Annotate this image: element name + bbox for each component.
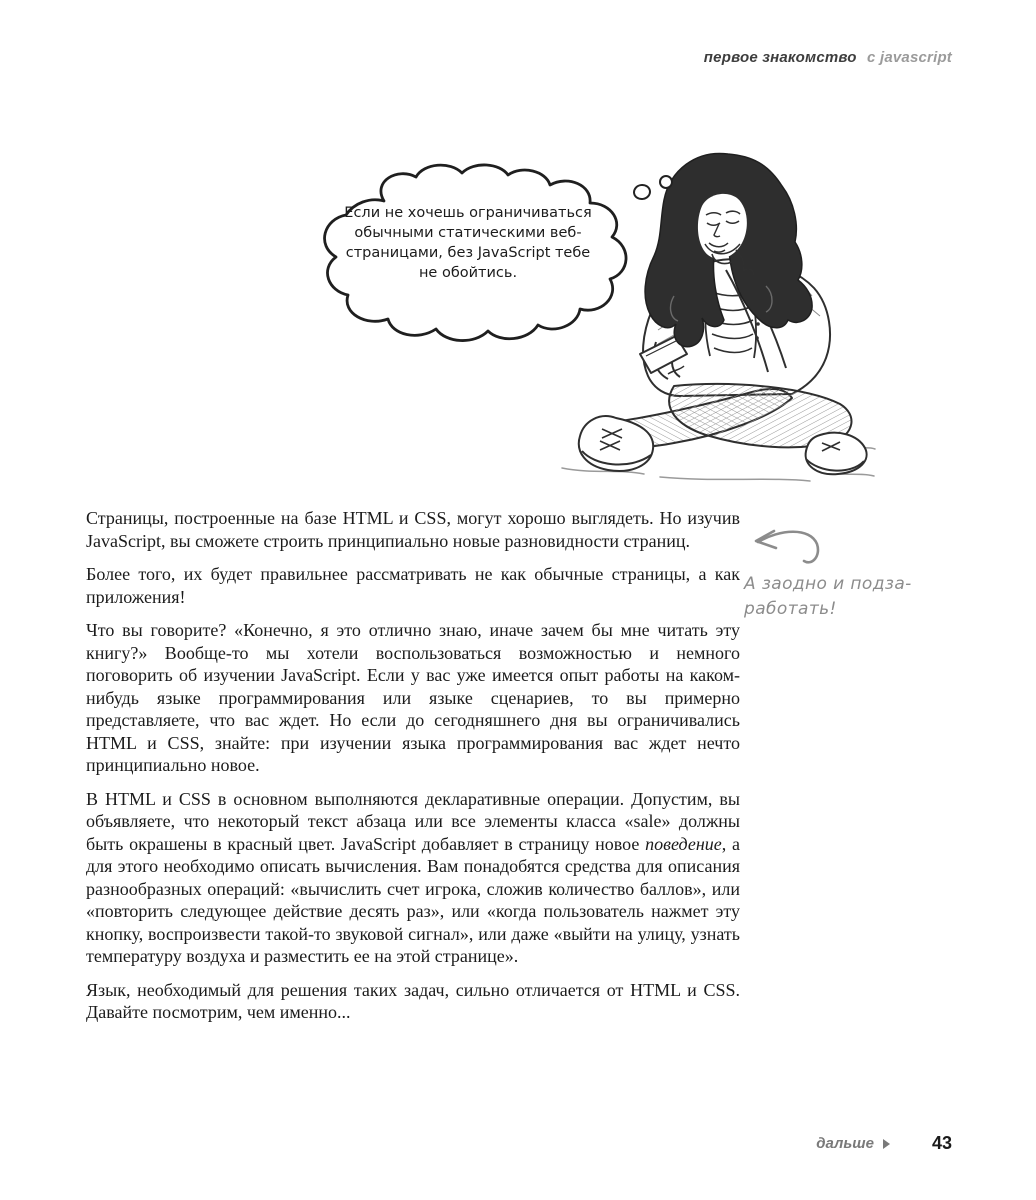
bubble-line: страницами, без JavaScript тебе: [345, 245, 591, 261]
bubble-line: Если не хочешь ограничиваться: [344, 205, 592, 221]
page-header: [704, 49, 952, 66]
margin-note-line: работать!: [744, 599, 837, 619]
next-arrow-icon: [883, 1139, 890, 1149]
chapter-title-light: с javascript: [867, 49, 952, 66]
bubble-line: обычными статическими веб-: [354, 225, 582, 241]
paragraph: Что вы говорите? «Конечно, я это отлично знаю, иначе зачем бы мне читать эту книгу?» Вообще-то мы хотели воспользоваться возможностью и немного поговорить об изучении JavaScript. Если у вас уже имеется опыт работы на каком-нибудь языке программирования или языке сценариев, то вы примерно представляете, что вас ждет. Но если до сегодняшнего дня вы ограничивались HTML и CSS, знайте: при изучении языка программирования вас ждет нечто принципиально новое.: [86, 620, 740, 775]
paragraph: [86, 788, 740, 968]
curved-arrow-icon: [746, 524, 832, 568]
bubble-line: не обойтись.: [418, 265, 518, 281]
paragraph: Страницы, построенные на базе HTML и CSS, могут хорошо выглядеть. Но изучив JavaScript, вы сможете строить принципиально новые разновидности страниц.: [86, 508, 740, 551]
page-number: 43: [931, 1133, 952, 1153]
body-text: [86, 507, 740, 1035]
paragraph-emphasis: поведение: [645, 833, 722, 854]
paragraph-segment: В HTML и CSS в основном выполняются декларативные операции. Допустим, вы объявляете, что некоторый текст абзаца или все элементы класса «sale» должны быть окрашены в красный цвет. JavaScript добавляет в страницу новое: [86, 788, 740, 854]
next-label: дальше: [816, 1135, 874, 1152]
paragraph: Более того, их будет правильнее рассматривать не как обычные страницы, а как приложения!: [86, 564, 740, 607]
margin-note-text: [744, 572, 958, 622]
girl-with-phone-drawing: [556, 146, 880, 484]
chapter-title-bold: первое знакомство: [703, 49, 857, 66]
illustration-girl-with-phone: [556, 146, 880, 484]
page-footer: [816, 1133, 952, 1154]
paragraph: Язык, необходимый для решения таких задач, сильно отличается от HTML и CSS. Давайте посмотрим, чем именно...: [86, 979, 740, 1022]
paragraph-segment: , а для этого необходимо описать вычисления. Вам понадобятся средства для описания разнообразных операций: «вычислить счет игрока, сложив количество баллов», или «повторить следующее действие десять раз», или «когда пользователь нажмет эту кнопку, воспроизвести такой-то звуковой сигнал», или даже «выйти на улицу, узнать температуру воздуха и разместить ее на этой странице».: [86, 833, 740, 966]
margin-note-line: А заодно и подза-: [744, 574, 912, 594]
thought-dot-icon: [659, 175, 673, 189]
margin-note: [744, 524, 958, 622]
